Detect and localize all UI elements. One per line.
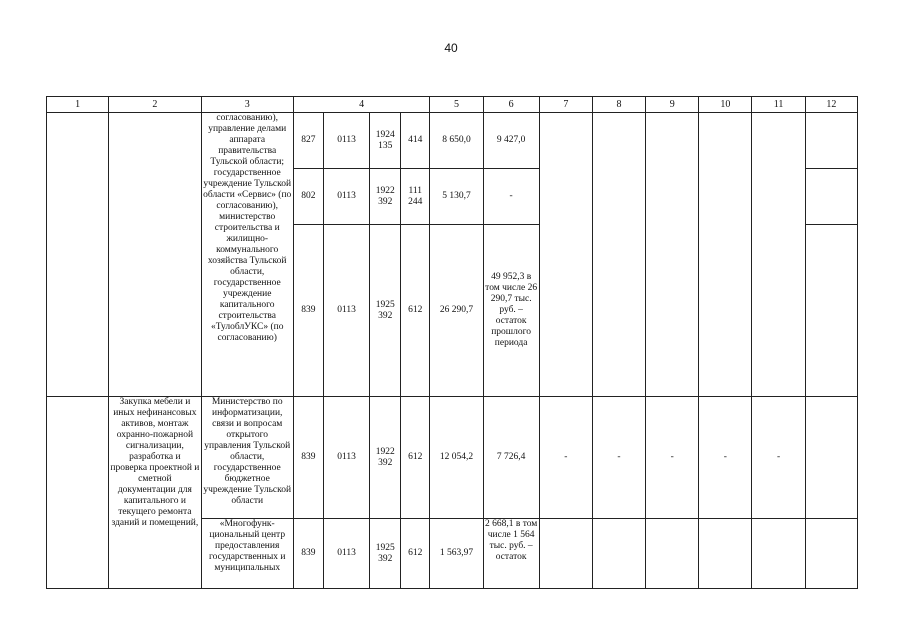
- cell-col12: [805, 225, 857, 397]
- cell-amount: 8 650,0: [430, 113, 483, 169]
- cell-col11: [752, 519, 805, 589]
- cell-code: 1924 135: [370, 113, 401, 169]
- cell-code: 1925 392: [370, 519, 401, 589]
- header-cell: 9: [646, 97, 699, 113]
- header-cell: 7: [539, 97, 592, 113]
- table-row: [47, 113, 858, 169]
- cell-code: 414: [401, 113, 430, 169]
- responsible-executor: Министерство по информатизации, связи и вопросам открытого управления Тульской области, государственное бюджетное учреждение Тульской области: [201, 397, 293, 519]
- cell-col8: [592, 113, 645, 397]
- cell-code: 0113: [323, 225, 369, 397]
- cell-col7: [539, 519, 592, 589]
- cell-code: 839: [293, 519, 323, 589]
- cell-col12: [805, 169, 857, 225]
- cell-col10: [699, 113, 752, 397]
- cell-col1: [47, 397, 109, 589]
- cell-dash: -: [592, 397, 645, 519]
- cell-amount: 5 130,7: [430, 169, 483, 225]
- page-number: 40: [444, 41, 458, 55]
- cell-col1: [47, 113, 109, 397]
- cell-code: 111 244: [401, 169, 430, 225]
- cell-code: 1925 392: [370, 225, 401, 397]
- event-description: Закупка мебели и иных нефинансовых активов, монтаж охранно-пожарной сигнализации, разработка и проверка проектной и сметной документации для капитального и текущего ремонта зданий и помещений,: [109, 397, 201, 589]
- header-cell: 5: [430, 97, 483, 113]
- cell-code: 1922 392: [370, 397, 401, 519]
- cell-col7: [539, 113, 592, 397]
- table-row: [47, 397, 858, 519]
- cell-col9: [646, 519, 699, 589]
- header-cell: 2: [109, 97, 201, 113]
- cell-code: 612: [401, 225, 430, 397]
- budget-table: [46, 96, 858, 589]
- cell-amount: 1 563,97: [430, 519, 483, 589]
- cell-code: 612: [401, 519, 430, 589]
- cell-code: 0113: [323, 397, 369, 519]
- header-cell: 1: [47, 97, 109, 113]
- header-cell: 3: [201, 97, 293, 113]
- cell-col11: [752, 113, 805, 397]
- header-cell: 12: [805, 97, 857, 113]
- header-cell: 6: [483, 97, 539, 113]
- header-row: [47, 97, 858, 113]
- cell-dash: -: [539, 397, 592, 519]
- cell-code: 1922 392: [370, 169, 401, 225]
- cell-col12: [805, 519, 857, 589]
- header-cell: 10: [699, 97, 752, 113]
- cell-amount: 12 054,2: [430, 397, 483, 519]
- cell-amount: 9 427,0: [483, 113, 539, 169]
- cell-code: 0113: [323, 113, 369, 169]
- responsible-executor: «Многофунк-циональный центр предоставления государственных и муниципальных: [201, 519, 293, 589]
- cell-dash: -: [699, 397, 752, 519]
- cell-col12: [805, 113, 857, 169]
- cell-code: 839: [293, 397, 323, 519]
- cell-col12: [805, 397, 857, 519]
- cell-col10: [699, 519, 752, 589]
- header-cell: 8: [592, 97, 645, 113]
- cell-code: 802: [293, 169, 323, 225]
- cell-amount: -: [483, 169, 539, 225]
- cell-amount: 7 726,4: [483, 397, 539, 519]
- header-cell: 4: [293, 97, 429, 113]
- cell-amount: 49 952,3 в том числе 26 290,7 тыс. руб. – остаток прошлого периода: [483, 225, 539, 397]
- responsible-executors: согласованию), управление делами аппарата правительства Тульской области; государственное учреждение Тульской области «Сервис» (по согласованию), министерство строительства и жилищно-коммунального хозяйства Тульской области, государственное учреждение капитального строительства «ТулоблУКС» (по согласованию): [201, 113, 293, 397]
- cell-amount: 2 668,1 в том числе 1 564 тыс. руб. – остаток: [483, 519, 539, 589]
- cell-code: 839: [293, 225, 323, 397]
- cell-col8: [592, 519, 645, 589]
- cell-amount: 26 290,7: [430, 225, 483, 397]
- cell-col2: [109, 113, 201, 397]
- cell-col9: [646, 113, 699, 397]
- cell-code: 612: [401, 397, 430, 519]
- header-cell: 11: [752, 97, 805, 113]
- cell-code: 0113: [323, 169, 369, 225]
- cell-dash: -: [752, 397, 805, 519]
- cell-dash: -: [646, 397, 699, 519]
- cell-code: 827: [293, 113, 323, 169]
- cell-code: 0113: [323, 519, 369, 589]
